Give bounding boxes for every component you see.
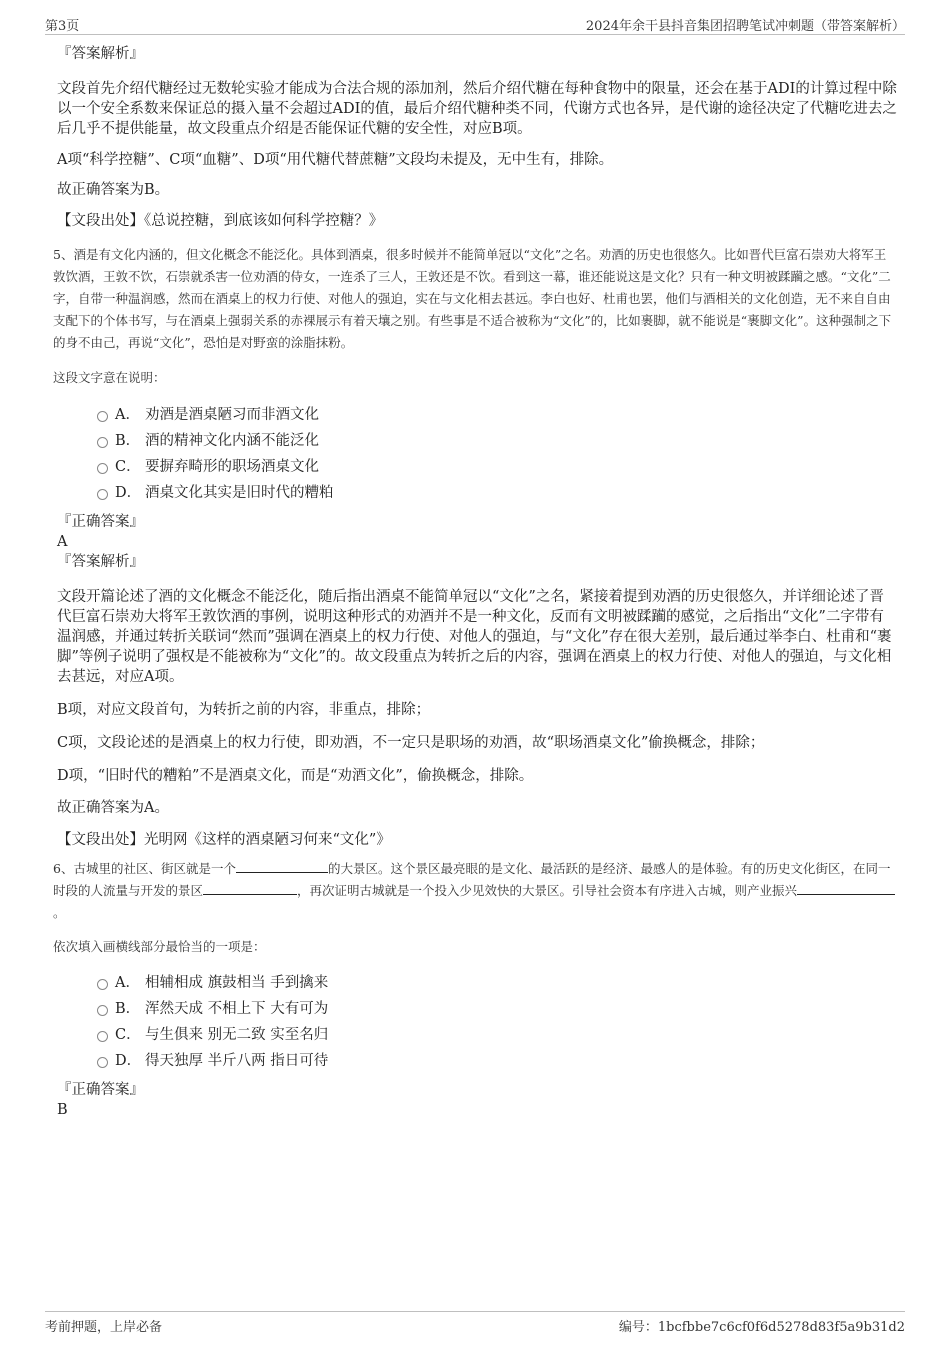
radio-icon[interactable] xyxy=(97,463,108,474)
q5-analysis-paragraph-5: 故正确答案为A。 xyxy=(57,800,169,816)
radio-icon[interactable] xyxy=(97,1031,108,1042)
radio-icon[interactable] xyxy=(97,437,108,448)
footer-slogan: 考前押题，上岸必备 xyxy=(45,1320,163,1335)
page-header xyxy=(45,14,905,35)
q5-analysis-paragraph-2: B项，对应文段首句，为转折之前的内容，非重点，排除； xyxy=(57,702,431,718)
fill-blank-2 xyxy=(203,880,297,895)
fill-blank-1 xyxy=(236,858,328,873)
q5-answer-label: 『正确答案』 xyxy=(57,514,144,530)
q6-option-b[interactable]: B． 浑然天成 不相上下 大有可为 xyxy=(97,996,897,1022)
document-body xyxy=(53,44,897,1120)
q4-analysis-paragraph-3: 故正确答案为B。 xyxy=(57,182,170,198)
q4-analysis-paragraph-2: A项“科学控糖”、C项“血糖”、D项“用代糖代替蔗糖”文段均未提及，无中生有，排除。 xyxy=(57,152,614,168)
document-id: 编号：1bcfbbe7c6cf0f6d5278d83f5a9b31d2 xyxy=(618,1320,905,1335)
q6-answer: B xyxy=(57,1102,68,1118)
radio-icon[interactable] xyxy=(97,1005,108,1016)
q6-option-d[interactable]: D． 得天独厚 半斤八两 指日可待 xyxy=(97,1048,897,1074)
q5-stem: 5、酒是有文化内涵的，但文化概念不能泛化。具体到酒桌，很多时候并不能简单冠以“文化”之名。劝酒的历史也很悠久。比如晋代巨富石崇劝大将军王敦饮酒，王敦不饮，石崇就杀害一位劝酒的侍女，一连杀了三人，王敦还是不饮。看到这一幕，谁还能说这是文化？只有一种文明被蹂躏之感。“文化”二字，自带一种温润感，然而在酒桌上的权力行使、对他人的强迫，实在与文化相去甚远。李白也好、杜甫也罢，他们与酒相关的文化创造，无不来自自由支配下的个体书写，与在酒桌上强弱关系的赤裸展示有着天壤之别。有些事是不适合被称为“文化”的，比如裹脚，就不能说是“裹脚文化”。这种强制之下的身不由己，再说“文化”，恐怕是对野蛮的涂脂抹粉。 xyxy=(53,247,892,350)
radio-icon[interactable] xyxy=(97,489,108,500)
q5-option-c[interactable]: C． 要摒弃畸形的职场酒桌文化 xyxy=(97,454,897,480)
q5-analysis-paragraph-3: C项，文段论述的是酒桌上的权力行使，即劝酒，不一定只是职场的劝酒，故“职场酒桌文化”偷换概念，排除； xyxy=(57,735,765,751)
q5-option-d[interactable]: D． 酒桌文化其实是旧时代的糟粕 xyxy=(97,480,897,506)
q5-option-b[interactable]: B． 酒的精神文化内涵不能泛化 xyxy=(97,428,897,454)
page-number: 第3页 xyxy=(45,19,80,34)
q6-prompt: 依次填入画横线部分最恰当的一项是： xyxy=(53,939,266,954)
q6-answer-label: 『正确答案』 xyxy=(57,1082,144,1098)
radio-icon[interactable] xyxy=(97,1057,108,1068)
q5-analysis-paragraph-4: D项，“旧时代的糟粕”不是酒桌文化，而是“劝酒文化”，偷换概念，排除。 xyxy=(57,768,534,784)
q6-options xyxy=(57,970,897,1074)
q6-stem: 6、古城里的社区、街区就是一个 的大景区。这个景区最亮眼的是文化、最活跃的是经济、最感人的是体验。有的历史文化街区，在同一时段的人流量与开发的景区 ，再次证明古城就是一个投入少见效快的大景区。引导社会资本有序进入古城，则产业振兴。 xyxy=(53,858,897,924)
radio-icon[interactable] xyxy=(97,411,108,422)
q5-analysis-paragraph-1: 文段开篇论述了酒的文化概念不能泛化，随后指出酒桌不能简单冠以“文化”之名，紧接着提到劝酒的历史很悠久，并详细论述了晋代巨富石崇劝大将军王敦饮酒的事例，说明这种形式的劝酒并不是一种文化，反而有文明被蹂躏的感觉，之后指出“文化”二字带有温润感，并通过转折关联词“然而”强调在酒桌上的权力行使、对他人的强迫，与“文化”存在很大差别，最后通过举李白、杜甫和“裹脚”等例子说明了强权是不能被称为“文化”的。故文段重点为转折之后的内容，强调在酒桌上的权力行使、对他人的强迫，与文化相去甚远，对应A项。 xyxy=(57,589,892,685)
q4-analysis-label: 『答案解析』 xyxy=(57,46,144,62)
q4-analysis-paragraph-1: 文段首先介绍代糖经过无数轮实验才能成为合法合规的添加剂，然后介绍代糖在每种食物中的限量，还会在基于ADI的计算过程中除以一个安全系数来保证总的摄入量不会超过ADI的值，最后介绍代糖种类不同，代谢方式也各异，是代谢的途径决定了代糖吃进去之后几乎不提供能量，故文段重点介绍是否能保证代糖的安全性，对应B项。 xyxy=(57,81,897,137)
q5-analysis-label: 『答案解析』 xyxy=(57,554,144,570)
q5-option-a[interactable]: A． 劝酒是酒桌陋习而非酒文化 xyxy=(97,402,897,428)
q5-prompt: 这段文字意在说明： xyxy=(53,370,166,385)
q6-option-c[interactable]: C． 与生俱来 别无二致 实至名归 xyxy=(97,1022,897,1048)
q5-options xyxy=(57,402,897,506)
document-title: 2024年余干县抖音集团招聘笔试冲刺题（带答案解析） xyxy=(585,19,905,34)
radio-icon[interactable] xyxy=(97,979,108,990)
page-footer xyxy=(45,1311,905,1336)
q5-source: 【文段出处】光明网《这样的酒桌陋习何来“文化”》 xyxy=(57,832,391,848)
q5-answer: A xyxy=(57,534,68,550)
q6-option-a[interactable]: A． 相辅相成 旗鼓相当 手到擒来 xyxy=(97,970,897,996)
fill-blank-3 xyxy=(797,880,895,895)
q4-source: 【文段出处】《总说控糖，到底该如何科学控糖？》 xyxy=(57,213,384,229)
